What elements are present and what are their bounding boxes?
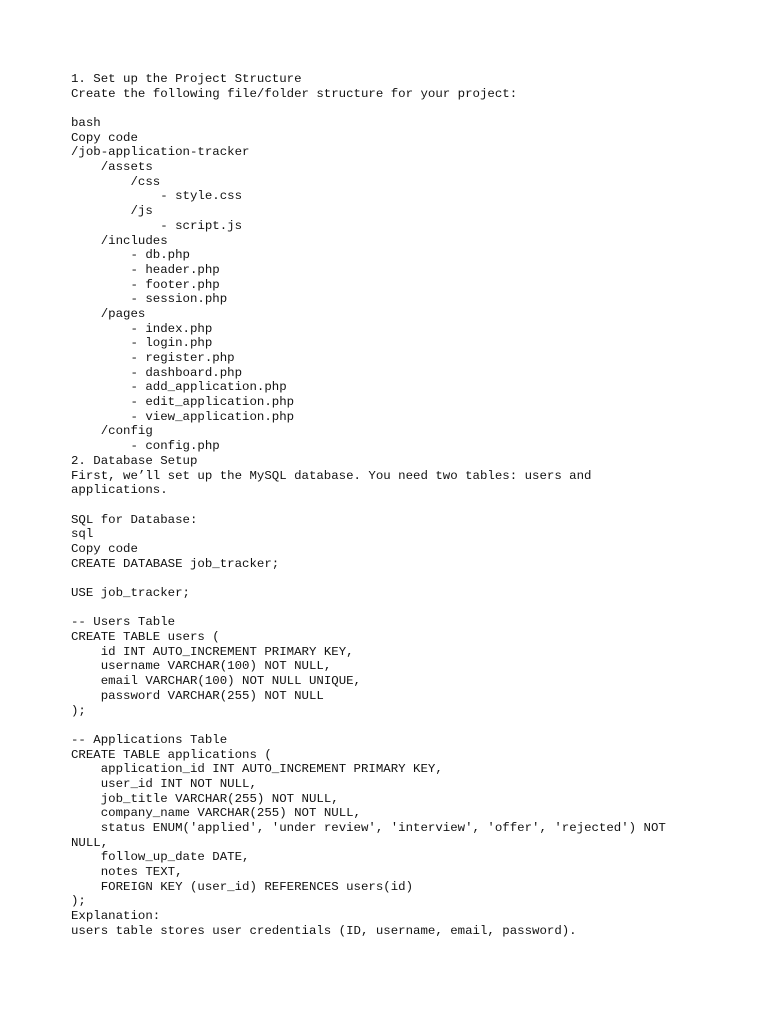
document-line: First, we’ll set up the MySQL database. You need two tables: users and <box>71 468 592 483</box>
document-line: - footer.php <box>71 277 220 292</box>
document-line: /includes <box>71 233 168 248</box>
document-line: users table stores user credentials (ID, username, email, password). <box>71 923 577 938</box>
document-line: job_title VARCHAR(255) NOT NULL, <box>71 791 339 806</box>
document-body <box>71 72 731 938</box>
document-line: - header.php <box>71 262 220 277</box>
document-line: - edit_application.php <box>71 395 295 410</box>
document-line: user_id INT NOT NULL, <box>71 776 257 791</box>
document-line: - db.php <box>71 248 190 263</box>
document-line: /css <box>71 174 161 189</box>
document-line: 1. Set up the Project Structure <box>71 72 302 86</box>
document-line: /js <box>71 204 153 219</box>
document-line: email VARCHAR(100) NOT NULL UNIQUE, <box>71 674 361 689</box>
document-line: - index.php <box>71 321 213 336</box>
document-line <box>71 571 731 586</box>
document-line: /pages <box>71 306 146 321</box>
document-line: password VARCHAR(255) NOT NULL <box>71 688 324 703</box>
document-line <box>71 718 731 733</box>
document-line: USE job_tracker; <box>71 586 190 601</box>
document-line: Copy code <box>71 130 138 145</box>
document-line: NULL, <box>71 835 109 850</box>
document-page <box>71 72 731 938</box>
document-line: SQL for Database: <box>71 512 198 527</box>
document-line: -- Applications Table <box>71 732 228 747</box>
document-line: application_id INT AUTO_INCREMENT PRIMARY KEY, <box>71 762 443 777</box>
document-line: /job-application-tracker <box>71 145 250 160</box>
document-line: Copy code <box>71 541 138 556</box>
document-line: - login.php <box>71 336 213 351</box>
document-line: /config <box>71 424 153 439</box>
document-line: id INT AUTO_INCREMENT PRIMARY KEY, <box>71 644 354 659</box>
document-line: - style.css <box>71 189 243 204</box>
document-line: follow_up_date DATE, <box>71 850 250 865</box>
document-line: - register.php <box>71 351 235 366</box>
document-line <box>71 498 731 513</box>
document-line: CREATE DATABASE job_tracker; <box>71 556 280 571</box>
document-line: bash <box>71 116 101 131</box>
document-line: - script.js <box>71 218 243 233</box>
document-line: -- Users Table <box>71 615 176 630</box>
document-line: ); <box>71 894 86 909</box>
document-line: - session.php <box>71 292 228 307</box>
document-line: status ENUM('applied', 'under review', 'interview', 'offer', 'rejected') NOT <box>71 820 666 835</box>
document-line: notes TEXT, <box>71 865 183 880</box>
document-line: Create the following file/folder structure for your project: <box>71 86 518 101</box>
document-line: sql <box>71 527 94 542</box>
document-line: FOREIGN KEY (user_id) REFERENCES users(id) <box>71 879 414 894</box>
document-line: applications. <box>71 483 168 498</box>
document-line <box>71 101 731 116</box>
document-line: CREATE TABLE applications ( <box>71 747 272 762</box>
document-line: - dashboard.php <box>71 365 243 380</box>
document-line: - add_application.php <box>71 380 287 395</box>
document-line: /assets <box>71 160 153 175</box>
document-line <box>71 601 731 616</box>
document-line: ); <box>71 703 86 718</box>
document-line: username VARCHAR(100) NOT NULL, <box>71 659 332 674</box>
document-line: 2. Database Setup <box>71 453 198 468</box>
document-line: CREATE TABLE users ( <box>71 630 220 645</box>
document-line: Explanation: <box>71 909 161 924</box>
document-line: - config.php <box>71 439 220 454</box>
document-line: company_name VARCHAR(255) NOT NULL, <box>71 806 361 821</box>
document-line: - view_application.php <box>71 409 295 424</box>
